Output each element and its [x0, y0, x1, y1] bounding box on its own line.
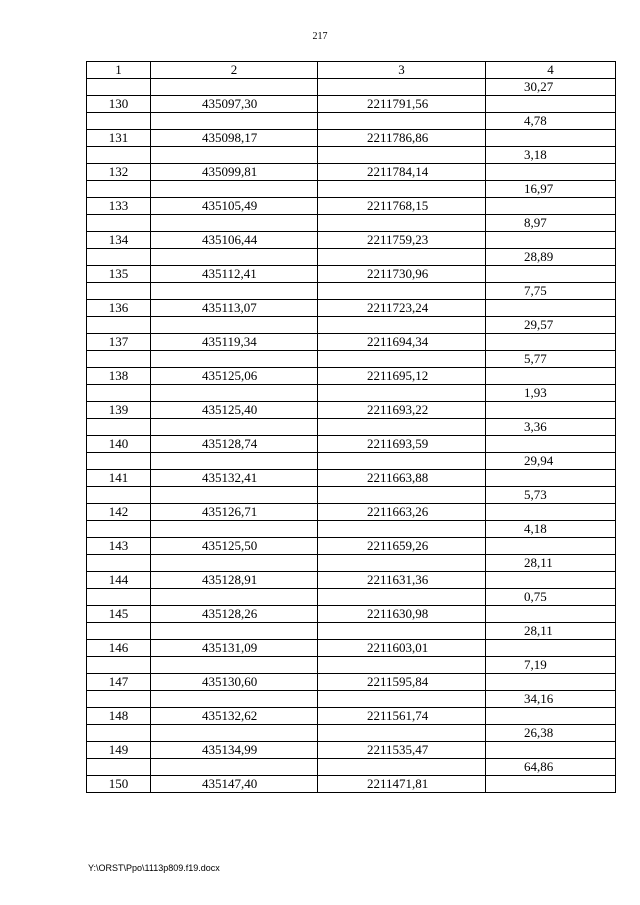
empty-cell [486, 232, 616, 249]
document-path: Y:\ORST\Ppo\1113p809.f19.docx [88, 863, 220, 873]
distance-cell: 3,18 [486, 147, 616, 164]
empty-cell [486, 742, 616, 759]
column-header-3: 3 [318, 62, 486, 79]
distance-cell: 28,89 [486, 249, 616, 266]
empty-cell [486, 640, 616, 657]
column-header-1: 1 [87, 62, 151, 79]
distance-row [87, 487, 616, 504]
y-coordinate-cell: 2211730,96 [318, 266, 486, 283]
point-row [87, 708, 616, 725]
empty-cell [87, 113, 151, 130]
point-number-cell: 134 [87, 232, 151, 249]
point-row [87, 232, 616, 249]
point-row [87, 470, 616, 487]
x-coordinate-cell: 435105,49 [151, 198, 318, 215]
distance-row [87, 623, 616, 640]
empty-cell [486, 164, 616, 181]
x-coordinate-cell: 435112,41 [151, 266, 318, 283]
point-number-cell: 146 [87, 640, 151, 657]
x-coordinate-cell: 435132,41 [151, 470, 318, 487]
empty-cell [318, 385, 486, 402]
page-number: 217 [312, 31, 328, 42]
empty-cell [318, 725, 486, 742]
empty-cell [486, 674, 616, 691]
empty-cell [486, 368, 616, 385]
point-row [87, 436, 616, 453]
empty-cell [486, 606, 616, 623]
empty-cell [318, 521, 486, 538]
x-coordinate-cell: 435098,17 [151, 130, 318, 147]
x-coordinate-cell: 435130,60 [151, 674, 318, 691]
y-coordinate-cell: 2211768,15 [318, 198, 486, 215]
empty-cell [318, 419, 486, 436]
point-number-cell: 131 [87, 130, 151, 147]
distance-row [87, 555, 616, 572]
distance-row [87, 317, 616, 334]
point-number-cell: 142 [87, 504, 151, 521]
point-row [87, 776, 616, 793]
empty-cell [486, 266, 616, 283]
distance-row [87, 521, 616, 538]
coordinates-table-container [86, 61, 616, 793]
point-number-cell: 150 [87, 776, 151, 793]
empty-cell [318, 249, 486, 266]
y-coordinate-cell: 2211759,23 [318, 232, 486, 249]
point-row [87, 300, 616, 317]
distance-cell: 28,11 [486, 555, 616, 572]
distance-row [87, 283, 616, 300]
distance-row [87, 691, 616, 708]
empty-cell [486, 300, 616, 317]
empty-cell [151, 589, 318, 606]
empty-cell [151, 215, 318, 232]
empty-cell [87, 725, 151, 742]
distance-row [87, 657, 616, 674]
empty-cell [318, 351, 486, 368]
point-number-cell: 135 [87, 266, 151, 283]
empty-cell [151, 657, 318, 674]
distance-cell: 29,94 [486, 453, 616, 470]
x-coordinate-cell: 435128,26 [151, 606, 318, 623]
distance-row [87, 79, 616, 96]
distance-cell: 1,93 [486, 385, 616, 402]
point-number-cell: 140 [87, 436, 151, 453]
y-coordinate-cell: 2211693,59 [318, 436, 486, 453]
empty-cell [151, 79, 318, 96]
empty-cell [87, 249, 151, 266]
empty-cell [318, 79, 486, 96]
point-row [87, 96, 616, 113]
distance-row [87, 385, 616, 402]
empty-cell [486, 776, 616, 793]
distance-cell: 34,16 [486, 691, 616, 708]
empty-cell [87, 623, 151, 640]
point-row [87, 538, 616, 555]
distance-cell: 4,78 [486, 113, 616, 130]
empty-cell [486, 504, 616, 521]
point-row [87, 266, 616, 283]
point-number-cell: 144 [87, 572, 151, 589]
distance-cell: 28,11 [486, 623, 616, 640]
x-coordinate-cell: 435125,06 [151, 368, 318, 385]
empty-cell [151, 691, 318, 708]
empty-cell [318, 691, 486, 708]
empty-cell [318, 317, 486, 334]
x-coordinate-cell: 435126,71 [151, 504, 318, 521]
distance-row [87, 181, 616, 198]
distance-cell: 64,86 [486, 759, 616, 776]
table-header-row [87, 62, 616, 79]
empty-cell [151, 521, 318, 538]
y-coordinate-cell: 2211663,26 [318, 504, 486, 521]
empty-cell [87, 283, 151, 300]
distance-cell: 4,18 [486, 521, 616, 538]
point-number-cell: 138 [87, 368, 151, 385]
distance-cell: 5,77 [486, 351, 616, 368]
distance-cell: 29,57 [486, 317, 616, 334]
point-number-cell: 147 [87, 674, 151, 691]
empty-cell [87, 419, 151, 436]
empty-cell [486, 572, 616, 589]
point-row [87, 368, 616, 385]
empty-cell [318, 487, 486, 504]
distance-cell: 30,27 [486, 79, 616, 96]
point-row [87, 742, 616, 759]
empty-cell [87, 759, 151, 776]
point-number-cell: 139 [87, 402, 151, 419]
empty-cell [486, 436, 616, 453]
y-coordinate-cell: 2211535,47 [318, 742, 486, 759]
y-coordinate-cell: 2211784,14 [318, 164, 486, 181]
distance-cell: 0,75 [486, 589, 616, 606]
empty-cell [486, 130, 616, 147]
distance-cell: 26,38 [486, 725, 616, 742]
distance-row [87, 725, 616, 742]
point-row [87, 572, 616, 589]
point-number-cell: 145 [87, 606, 151, 623]
distance-cell: 8,97 [486, 215, 616, 232]
distance-row [87, 589, 616, 606]
empty-cell [151, 759, 318, 776]
empty-cell [87, 215, 151, 232]
empty-cell [151, 453, 318, 470]
x-coordinate-cell: 435132,62 [151, 708, 318, 725]
x-coordinate-cell: 435125,40 [151, 402, 318, 419]
x-coordinate-cell: 435128,91 [151, 572, 318, 589]
empty-cell [87, 691, 151, 708]
point-number-cell: 133 [87, 198, 151, 215]
point-number-cell: 148 [87, 708, 151, 725]
x-coordinate-cell: 435106,44 [151, 232, 318, 249]
distance-row [87, 351, 616, 368]
distance-row [87, 113, 616, 130]
y-coordinate-cell: 2211630,98 [318, 606, 486, 623]
empty-cell [318, 215, 486, 232]
point-number-cell: 137 [87, 334, 151, 351]
y-coordinate-cell: 2211631,36 [318, 572, 486, 589]
empty-cell [87, 385, 151, 402]
y-coordinate-cell: 2211659,26 [318, 538, 486, 555]
point-row [87, 674, 616, 691]
y-coordinate-cell: 2211471,81 [318, 776, 486, 793]
empty-cell [151, 419, 318, 436]
y-coordinate-cell: 2211791,56 [318, 96, 486, 113]
distance-cell: 5,73 [486, 487, 616, 504]
empty-cell [486, 402, 616, 419]
empty-cell [318, 555, 486, 572]
empty-cell [151, 181, 318, 198]
point-row [87, 606, 616, 623]
empty-cell [318, 453, 486, 470]
empty-cell [151, 351, 318, 368]
empty-cell [318, 147, 486, 164]
empty-cell [87, 453, 151, 470]
empty-cell [87, 317, 151, 334]
empty-cell [486, 708, 616, 725]
distance-row [87, 147, 616, 164]
empty-cell [318, 623, 486, 640]
point-number-cell: 130 [87, 96, 151, 113]
empty-cell [151, 283, 318, 300]
point-row [87, 504, 616, 521]
empty-cell [87, 147, 151, 164]
empty-cell [151, 487, 318, 504]
empty-cell [318, 589, 486, 606]
empty-cell [87, 589, 151, 606]
distance-cell: 7,75 [486, 283, 616, 300]
y-coordinate-cell: 2211694,34 [318, 334, 486, 351]
y-coordinate-cell: 2211561,74 [318, 708, 486, 725]
point-row [87, 130, 616, 147]
distance-row [87, 215, 616, 232]
y-coordinate-cell: 2211695,12 [318, 368, 486, 385]
empty-cell [151, 385, 318, 402]
empty-cell [486, 198, 616, 215]
distance-cell: 3,36 [486, 419, 616, 436]
y-coordinate-cell: 2211603,01 [318, 640, 486, 657]
empty-cell [318, 283, 486, 300]
point-number-cell: 149 [87, 742, 151, 759]
point-row [87, 402, 616, 419]
x-coordinate-cell: 435128,74 [151, 436, 318, 453]
empty-cell [87, 487, 151, 504]
empty-cell [318, 657, 486, 674]
column-header-2: 2 [151, 62, 318, 79]
x-coordinate-cell: 435099,81 [151, 164, 318, 181]
empty-cell [486, 538, 616, 555]
distance-row [87, 419, 616, 436]
x-coordinate-cell: 435131,09 [151, 640, 318, 657]
empty-cell [151, 725, 318, 742]
empty-cell [151, 317, 318, 334]
empty-cell [151, 113, 318, 130]
empty-cell [486, 470, 616, 487]
empty-cell [87, 181, 151, 198]
point-row [87, 334, 616, 351]
distance-row [87, 453, 616, 470]
distance-row [87, 249, 616, 266]
empty-cell [87, 79, 151, 96]
y-coordinate-cell: 2211723,24 [318, 300, 486, 317]
point-number-cell: 143 [87, 538, 151, 555]
x-coordinate-cell: 435134,99 [151, 742, 318, 759]
point-number-cell: 141 [87, 470, 151, 487]
y-coordinate-cell: 2211595,84 [318, 674, 486, 691]
coordinates-table [86, 61, 616, 793]
empty-cell [318, 759, 486, 776]
point-row [87, 164, 616, 181]
empty-cell [151, 623, 318, 640]
point-number-cell: 132 [87, 164, 151, 181]
x-coordinate-cell: 435147,40 [151, 776, 318, 793]
empty-cell [318, 113, 486, 130]
empty-cell [486, 96, 616, 113]
empty-cell [87, 521, 151, 538]
empty-cell [318, 181, 486, 198]
distance-cell: 7,19 [486, 657, 616, 674]
empty-cell [87, 351, 151, 368]
empty-cell [151, 555, 318, 572]
empty-cell [151, 147, 318, 164]
empty-cell [87, 657, 151, 674]
y-coordinate-cell: 2211663,88 [318, 470, 486, 487]
table-body [87, 79, 616, 793]
empty-cell [151, 249, 318, 266]
column-header-4: 4 [486, 62, 616, 79]
point-number-cell: 136 [87, 300, 151, 317]
x-coordinate-cell: 435097,30 [151, 96, 318, 113]
empty-cell [486, 334, 616, 351]
x-coordinate-cell: 435113,07 [151, 300, 318, 317]
x-coordinate-cell: 435119,34 [151, 334, 318, 351]
empty-cell [87, 555, 151, 572]
y-coordinate-cell: 2211786,86 [318, 130, 486, 147]
point-row [87, 640, 616, 657]
distance-cell: 16,97 [486, 181, 616, 198]
y-coordinate-cell: 2211693,22 [318, 402, 486, 419]
x-coordinate-cell: 435125,50 [151, 538, 318, 555]
distance-row [87, 759, 616, 776]
point-row [87, 198, 616, 215]
